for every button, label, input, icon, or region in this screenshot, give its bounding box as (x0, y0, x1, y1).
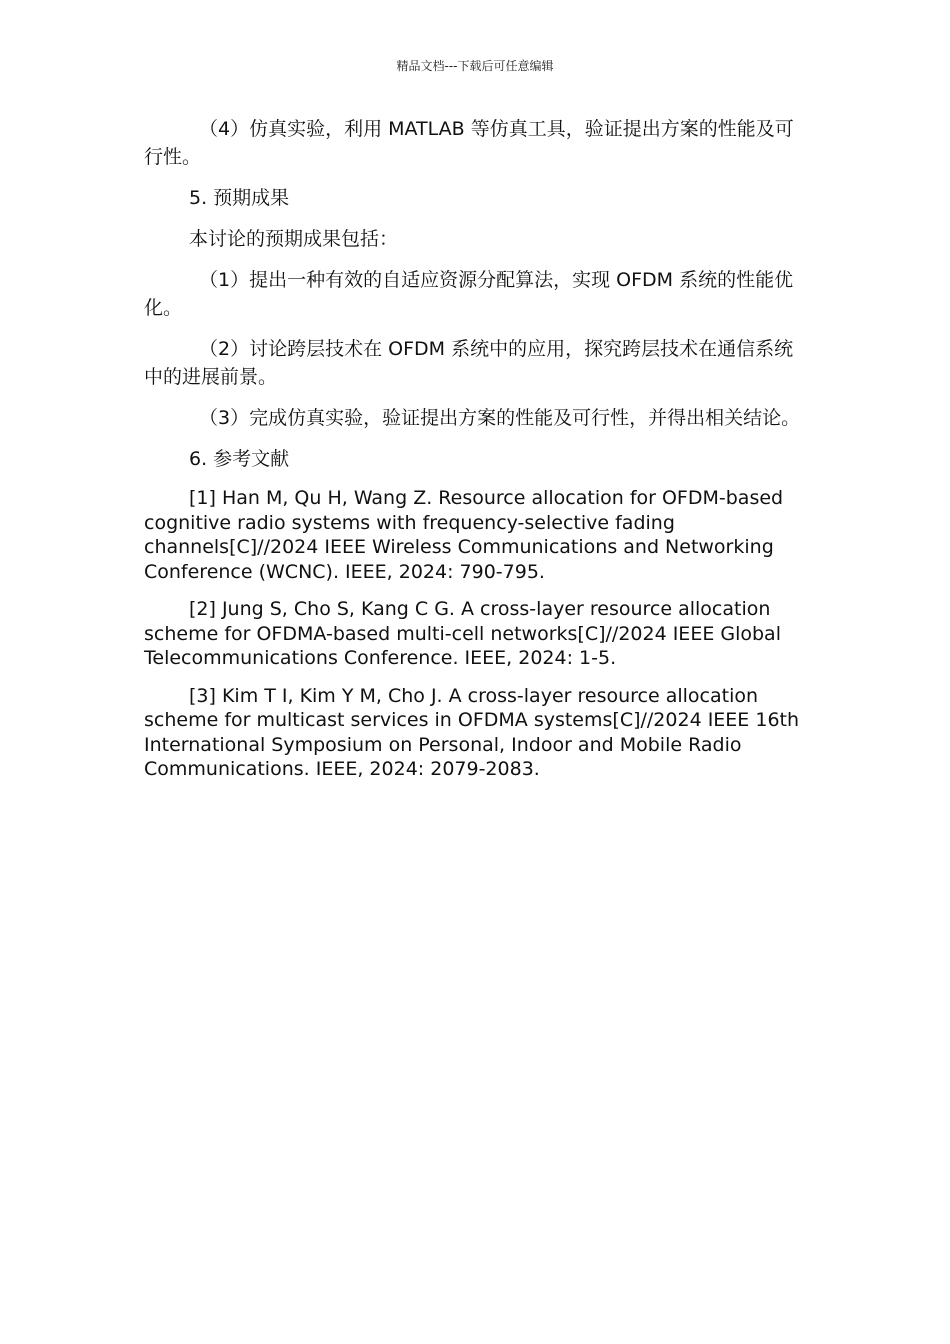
reference-item-3: [3] Kim T I, Kim Y M, Cho J. A cross-layer resource allocation scheme for multicast services in OFDMA systems[C]//2024 IEEE 16th International Symposium on Personal, Indoor and Mobile Radio Communications. IEEE, 2024: 2079-2083. (144, 684, 800, 780)
reference-item-2: [2] Jung S, Cho S, Kang C G. A cross-layer resource allocation scheme for OFDMA-based multi-cell networks[C]//2024 IEEE Global Telecommunications Conference. IEEE, 2024: 1-5. (144, 598, 781, 669)
document-body (144, 115, 808, 795)
paragraph-result-1: （1）提出一种有效的自适应资源分配算法，实现 OFDM 系统的性能优化。 (144, 269, 794, 319)
page-header: 精品文档---下载后可任意编辑 (396, 59, 554, 73)
reference-item-1: [1] Han M, Qu H, Wang Z. Resource allocation for OFDM-based cognitive radio systems with frequency-selective fading channels[C]//2024 IEEE Wireless Communications and Networking Conference (WCNC). IEEE, 2024: 790-795. (144, 487, 784, 583)
paragraph-expected-results-intro: 本讨论的预期成果包括： (189, 228, 399, 250)
paragraph-result-2: （2）讨论跨层技术在 OFDM 系统中的应用，探究跨层技术在通信系统中的进展前景。 (144, 338, 794, 388)
section-heading-references: 6. 参考文献 (189, 448, 290, 470)
section-heading-expected-results: 5. 预期成果 (189, 187, 290, 209)
paragraph-result-3: （3）完成仿真实验，验证提出方案的性能及可行性，并得出相关结论。 (199, 407, 801, 429)
paragraph-step-4: （4）仿真实验，利用 MATLAB 等仿真工具，验证提出方案的性能及可行性。 (144, 118, 794, 168)
